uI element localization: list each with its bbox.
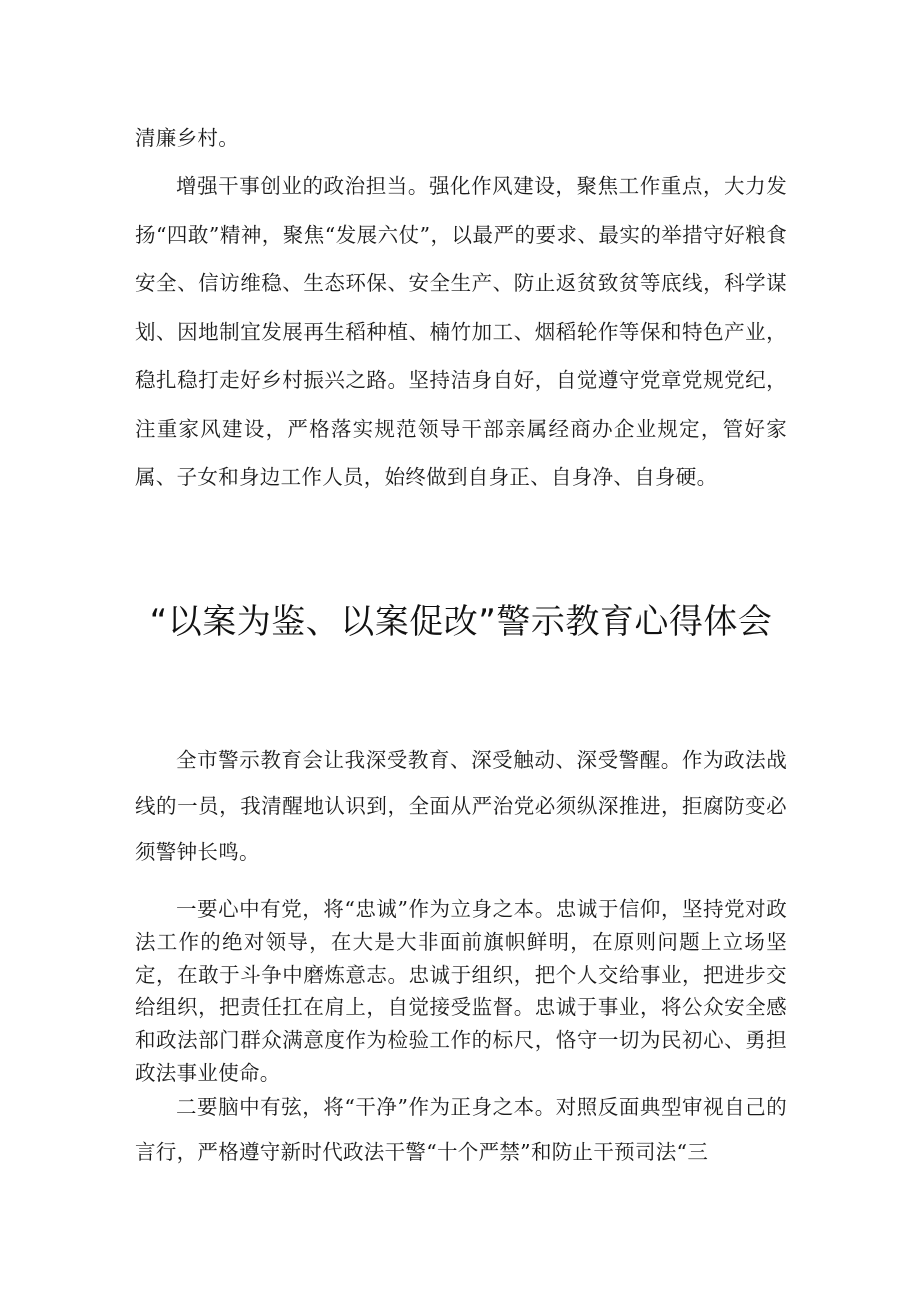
- paragraph-integrity: 二要脑中有弦，将“干净”作为正身之本。对照反面典型审视自己的言行，严格遵守新时代政法干警“十个严禁”和防止干预司法“三: [135, 1095, 787, 1164]
- paragraph-intro: 全市警示教育会让我深受教育、深受触动、深受警醒。作为政法战线的一员，我清醒地认识到，全面从严治党必须纵深推进，拒腐防变必须警钟长鸣。: [135, 748, 787, 864]
- paragraph-loyalty: 一要心中有党，将“忠诚”作为立身之本。忠诚于信仰，坚持党对政法工作的绝对领导，在大是大非面前旗帜鲜明，在原则问题上立场坚定，在敢于斗争中磨炼意志。忠诚于组织，把个人交给事业，把进步交给组织，把责任扛在肩上，自觉接受监督。忠诚于事业，将公众安全感和政法部门群众满意度作为检验工作的标尺，恪守一切为民初心、勇担政法事业使命。: [135, 897, 787, 1085]
- paragraph-continued: 清廉乡村。: [135, 126, 239, 150]
- paragraph-political-responsibility: 增强干事创业的政治担当。强化作风建设，聚焦工作重点，大力发扬“四敢”精神，聚焦“发展六仗”，以最严的要求、最实的举措守好粮食安全、信访维稳、生态环保、安全生产、防止返贫致贫等底线，科学谋划、因地制宜发展再生稻种植、楠竹加工、烟稻轮作等保和特色产业，稳扎稳打走好乡村振兴之路。坚持洁身自好，自觉遵守党章党规党纪，注重家风建设，严格落实规范领导干部亲属经商办企业规定，管好家属、子女和身边工作人员，始终做到自身正、自身净、自身硬。: [135, 174, 787, 489]
- article-title: “以案为鉴、以案促改”警示教育心得体会: [149, 602, 773, 642]
